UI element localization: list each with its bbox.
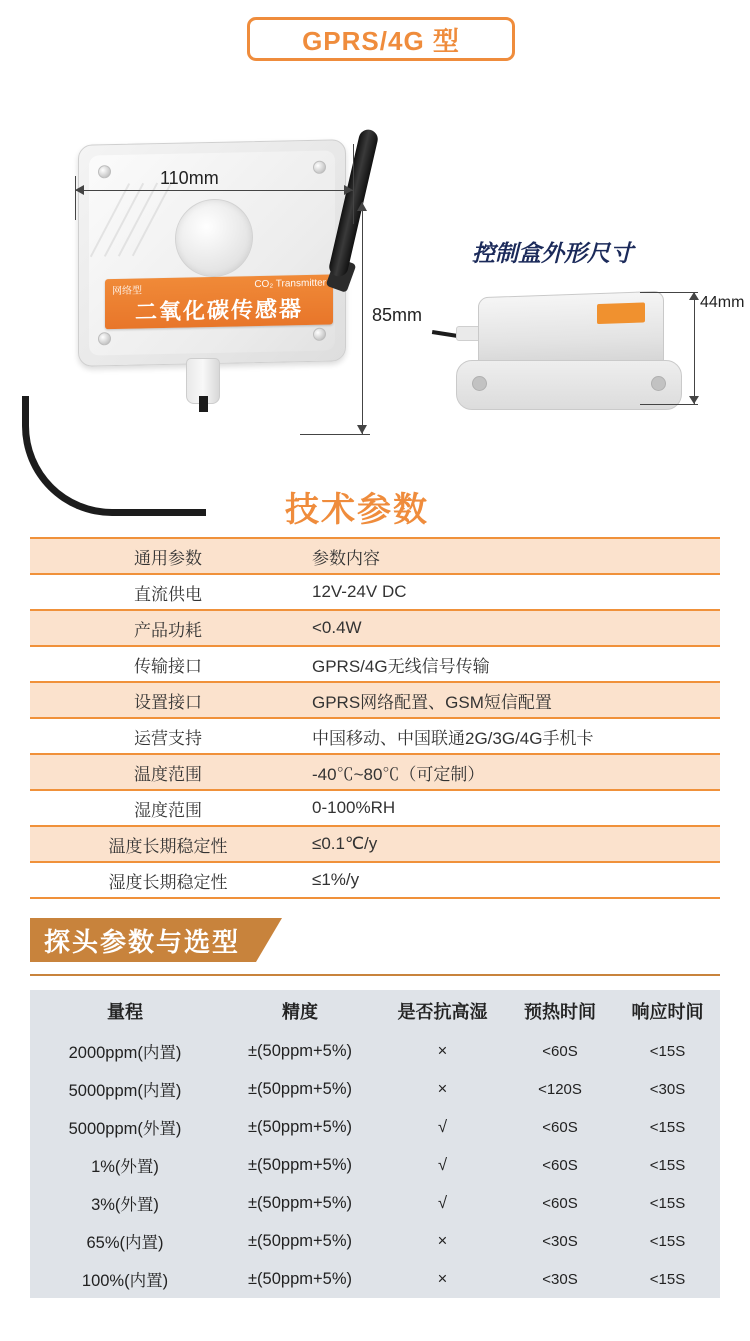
product-diagram [0,60,750,500]
table-row [30,1070,720,1108]
width-dimension-line [75,190,353,191]
spec-name-cell: 通用参数 [30,538,300,574]
heading-tail-shape [256,918,282,962]
probe-cell: √ [437,1155,448,1174]
table-row [30,1184,720,1222]
probe-params-heading-wrap [30,918,282,962]
section-divider [30,974,720,976]
spec-value-cell: 中国移动、中国联通2G/3G/4G手机卡 [300,718,720,754]
probe-cell: × [437,1269,448,1288]
spec-value-cell: GPRS网络配置、GSM短信配置 [300,682,720,718]
probe-cell: × [437,1079,448,1098]
probe-table-header-row [30,990,720,1032]
spec-name-cell: 温度长期稳定性 [30,826,300,862]
probe-cell: <60S [542,1118,578,1136]
probe-cell: <15S [649,1156,686,1174]
probe-cell: √ [437,1117,448,1136]
screw-icon [313,161,326,174]
table-row [30,1222,720,1260]
table-row [30,1032,720,1070]
spec-value-cell: -40℃~80℃（可定制） [300,754,720,790]
probe-cell: <15S [649,1118,686,1136]
probe-cell: <60S [542,1042,578,1060]
table-row [30,1108,720,1146]
probe-cell: × [437,1041,448,1060]
table-row [30,754,720,790]
probe-cell: 5000ppm(外置) [68,1120,182,1138]
spec-name-cell: 直流供电 [30,574,300,610]
screw-icon [98,332,111,345]
control-box-title: 控制盒外形尺寸 [472,240,633,266]
spec-value-cell: <0.4W [300,610,720,646]
probe-cell: <60S [542,1194,578,1212]
probe-cell: ±(50ppm+5%) [248,1231,352,1250]
control-box-sticker [597,302,645,324]
table-row [30,646,720,682]
mount-hole-icon [472,376,487,391]
table-row [30,1146,720,1184]
probe-cell: 100%(内置) [81,1272,169,1290]
spec-value-cell: 12V-24V DC [300,574,720,610]
table-row [30,862,720,898]
device-label-main: 二氧化碳传感器 [134,296,303,325]
spec-name-cell: 运营支持 [30,718,300,754]
control-box-wire [432,330,458,338]
control-box-dimension-label: 44mm [700,294,745,311]
spec-value-cell: 0-100%RH [300,790,720,826]
vent-lines-icon [109,178,165,269]
dimension-tick [75,176,76,220]
probe-cell: <30S [649,1080,686,1098]
probe-column-header: 精度 [282,1002,318,1022]
control-box-photo [450,288,688,416]
probe-cell: ±(50ppm+5%) [248,1155,352,1174]
probe-cell: <120S [538,1080,582,1098]
control-box-dimension-line [694,292,695,404]
probe-cell: <30S [542,1270,578,1288]
table-row [30,538,720,574]
probe-column-header: 量程 [107,1002,143,1022]
spec-name-cell: 传输接口 [30,646,300,682]
device-label [105,274,333,329]
tech-params-heading: 技术参数 [285,491,429,529]
probe-cell: <60S [542,1156,578,1174]
dimension-tick [353,144,354,224]
table-row [30,574,720,610]
control-box-base [456,360,682,410]
mount-hole-icon [651,376,666,391]
tech-params-table [30,537,720,899]
sensor-grille-icon [175,198,253,278]
probe-cell: √ [437,1193,448,1212]
table-row [30,610,720,646]
screw-icon [98,165,111,178]
probe-params-heading: 探头参数与选型 [30,918,256,962]
spec-name-cell: 湿度范围 [30,790,300,826]
spec-value-cell: 参数内容 [300,538,720,574]
probe-cell: <15S [649,1270,686,1288]
table-row [30,826,720,862]
probe-cell: ±(50ppm+5%) [248,1079,352,1098]
probe-cell: ±(50ppm+5%) [248,1269,352,1288]
probe-column-header: 预热时间 [524,1002,596,1022]
dimension-tick [640,404,698,405]
height-dimension-line [362,202,363,434]
spec-name-cell: 产品功耗 [30,610,300,646]
probe-cell: × [437,1231,448,1250]
probe-column-header: 是否抗高湿 [397,1002,488,1022]
spec-name-cell: 设置接口 [30,682,300,718]
probe-cell: 65%(内置) [86,1234,164,1252]
probe-cell: ±(50ppm+5%) [248,1041,352,1060]
device-cable [22,396,206,516]
probe-cell: 2000ppm(内置) [68,1044,182,1062]
screw-icon [313,328,326,341]
spec-name-cell: 湿度长期稳定性 [30,862,300,898]
spec-value-cell: GPRS/4G无线信号传输 [300,646,720,682]
table-row [30,790,720,826]
probe-cell: <15S [649,1194,686,1212]
table-row [30,718,720,754]
device-label-right: CO₂ Transmitter [254,277,326,291]
probe-cell: 1%(外置) [91,1158,159,1176]
spec-name-cell: 温度范围 [30,754,300,790]
device-label-left: 网络型 [112,285,142,298]
height-dimension-label: 85mm [372,305,423,325]
probe-cell: ±(50ppm+5%) [248,1117,352,1136]
probe-cell: <15S [649,1232,686,1250]
probe-cell: 5000ppm(内置) [68,1082,182,1100]
probe-cell: <15S [649,1042,686,1060]
probe-cell: ±(50ppm+5%) [248,1193,352,1212]
dimension-tick [300,434,370,435]
probe-params-table [30,990,720,1298]
page-title: GPRS/4G 型 [247,17,515,61]
table-row [30,1260,720,1298]
probe-column-header: 响应时间 [631,1002,704,1022]
probe-cell: <30S [542,1232,578,1250]
width-dimension-label: 110mm [160,168,219,188]
table-row [30,682,720,718]
spec-value-cell: ≤0.1℃/y [300,826,720,862]
spec-value-cell: ≤1%/y [300,862,720,898]
probe-cell: 3%(外置) [91,1196,159,1214]
